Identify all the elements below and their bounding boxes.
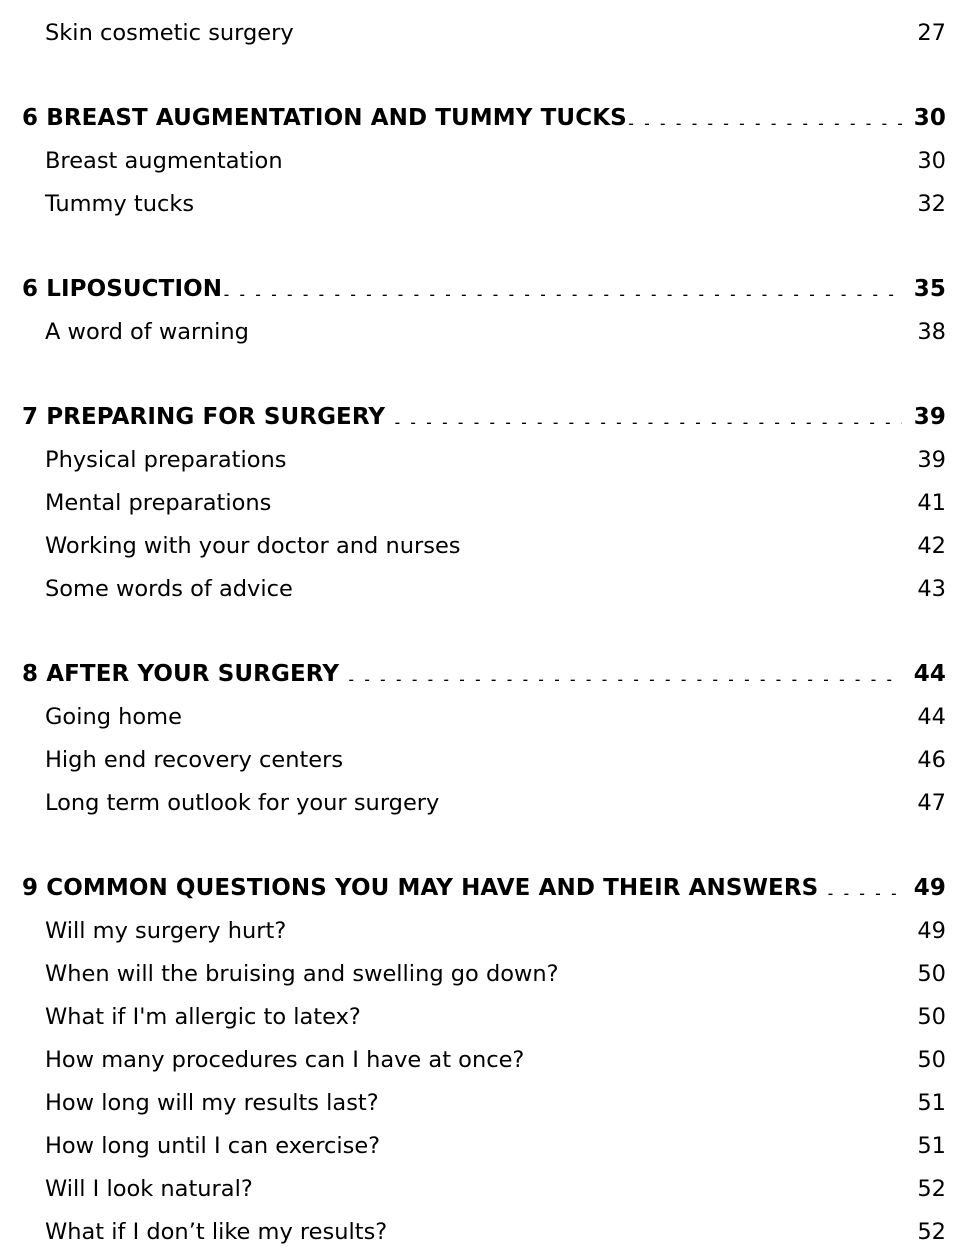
- toc-page-number: 52: [917, 1219, 946, 1245]
- dot-leader: [286, 916, 915, 938]
- toc-subentry-title: How long will my results last?: [45, 1090, 379, 1116]
- toc-subentry-title: Tummy tucks: [45, 191, 195, 217]
- toc-page-number: 47: [917, 790, 946, 816]
- toc-subentry-row[interactable]: [0, 739, 972, 782]
- toc-subentry-title: Will my surgery hurt?: [45, 918, 287, 944]
- toc-page-number: 51: [917, 1133, 946, 1159]
- dot-leader: [395, 1217, 915, 1239]
- toc-page-number: 38: [917, 319, 946, 345]
- toc-page-number: 43: [917, 576, 946, 602]
- dot-leader: [283, 146, 915, 168]
- toc-subentry-row[interactable]: [0, 910, 972, 953]
- dot-leader: [279, 488, 915, 510]
- toc-subentry-row[interactable]: [0, 311, 972, 354]
- toc-subentry-row[interactable]: [0, 696, 972, 739]
- toc-subentry-row[interactable]: [0, 525, 972, 568]
- dot-leader: [380, 1131, 915, 1153]
- toc-subentry-title: Physical preparations: [45, 447, 287, 473]
- dot-leader: [351, 745, 915, 767]
- toc-entry-list: [0, 12, 972, 1254]
- toc-chapter-row[interactable]: [0, 653, 972, 696]
- toc-subentry-row[interactable]: [0, 1211, 972, 1254]
- toc-subentry-row[interactable]: [0, 953, 972, 996]
- toc-chapter-row[interactable]: [0, 268, 972, 311]
- toc-subentry-row[interactable]: [0, 1125, 972, 1168]
- toc-page-number: 50: [917, 961, 946, 987]
- dot-leader: [439, 788, 915, 810]
- toc-page-number: 52: [917, 1176, 946, 1202]
- toc-page-number: 32: [917, 191, 946, 217]
- toc-subentry-row[interactable]: [0, 996, 972, 1039]
- dot-leader: [368, 1002, 915, 1024]
- dot-leader: [393, 401, 902, 424]
- toc-subentry-title: A word of warning: [45, 319, 249, 345]
- toc-chapter-row[interactable]: [0, 97, 972, 140]
- toc-subentry-row[interactable]: [0, 482, 972, 525]
- dot-leader: [386, 1088, 915, 1110]
- toc-subentry-row[interactable]: [0, 140, 972, 183]
- dot-leader: [257, 317, 915, 339]
- dot-leader: [300, 574, 915, 596]
- toc-subentry-title: When will the bruising and swelling go down?: [45, 961, 559, 987]
- toc-subentry-title: Some words of advice: [45, 576, 293, 602]
- toc-subentry-row[interactable]: [0, 568, 972, 611]
- dot-leader: [826, 872, 902, 895]
- toc-subentry-title: What if I'm allergic to latex?: [45, 1004, 361, 1030]
- toc-chapter-row[interactable]: [0, 867, 972, 910]
- dot-leader: [222, 273, 902, 296]
- toc-subentry-row[interactable]: [0, 1039, 972, 1082]
- toc-page-number: 30: [913, 105, 946, 131]
- toc-page-number: 27: [917, 20, 946, 46]
- toc-subentry-title: Working with your doctor and nurses: [45, 533, 461, 559]
- toc-page-number: 39: [917, 447, 946, 473]
- dot-leader: [301, 18, 915, 40]
- toc-subentry-row[interactable]: [0, 782, 972, 825]
- toc-page-number: 30: [917, 148, 946, 174]
- dot-leader: [253, 1174, 915, 1196]
- toc-subentry-title: Going home: [45, 704, 182, 730]
- toc-subentry-title: How long until I can exercise?: [45, 1133, 381, 1159]
- toc-chapter-row[interactable]: [0, 396, 972, 439]
- dot-leader: [190, 702, 915, 724]
- toc-page-number: 35: [913, 276, 946, 302]
- dot-leader: [627, 102, 902, 125]
- toc-chapter-title: 6 LIPOSUCTION: [22, 276, 223, 302]
- toc-subentry-row[interactable]: [0, 12, 972, 55]
- dot-leader: [294, 445, 915, 467]
- dot-leader: [202, 189, 915, 211]
- toc-subentry-title: Breast augmentation: [45, 148, 283, 174]
- toc-page-number: 42: [917, 533, 946, 559]
- dot-leader: [532, 1045, 915, 1067]
- toc-subentry-row[interactable]: [0, 439, 972, 482]
- dot-leader: [468, 531, 915, 553]
- toc-page-number: 50: [917, 1047, 946, 1073]
- toc-chapter-title: 6 BREAST AUGMENTATION AND TUMMY TUCKS: [22, 105, 627, 131]
- toc-page-number: 44: [913, 661, 946, 687]
- toc-subentry-title: High end recovery centers: [45, 747, 344, 773]
- toc-subentry-title: Long term outlook for your surgery: [45, 790, 440, 816]
- toc-subentry-row[interactable]: [0, 1082, 972, 1125]
- toc-subentry-row[interactable]: [0, 1168, 972, 1211]
- toc-page-number: 44: [917, 704, 946, 730]
- toc-page-number: 41: [917, 490, 946, 516]
- toc-page-number: 46: [917, 747, 946, 773]
- toc-subentry-title: How many procedures can I have at once?: [45, 1047, 525, 1073]
- dot-leader: [347, 658, 902, 681]
- toc-subentry-title: What if I don’t like my results?: [45, 1219, 388, 1245]
- toc-page-number: 51: [917, 1090, 946, 1116]
- toc-chapter-title: 9 COMMON QUESTIONS YOU MAY HAVE AND THEIR ANSWERS: [22, 875, 819, 901]
- toc-subentry-title: Will I look natural?: [45, 1176, 253, 1202]
- dot-leader: [566, 959, 915, 981]
- toc-page-number: 39: [913, 404, 946, 430]
- toc-chapter-title: 8 AFTER YOUR SURGERY: [22, 661, 340, 687]
- toc-page-number: 49: [917, 918, 946, 944]
- toc-subentry-title: Skin cosmetic surgery: [45, 20, 294, 46]
- toc-subentry-row[interactable]: [0, 183, 972, 226]
- toc-chapter-title: 7 PREPARING FOR SURGERY: [22, 404, 386, 430]
- toc-subentry-title: Mental preparations: [45, 490, 272, 516]
- toc-page-number: 49: [913, 875, 946, 901]
- toc-page-number: 50: [917, 1004, 946, 1030]
